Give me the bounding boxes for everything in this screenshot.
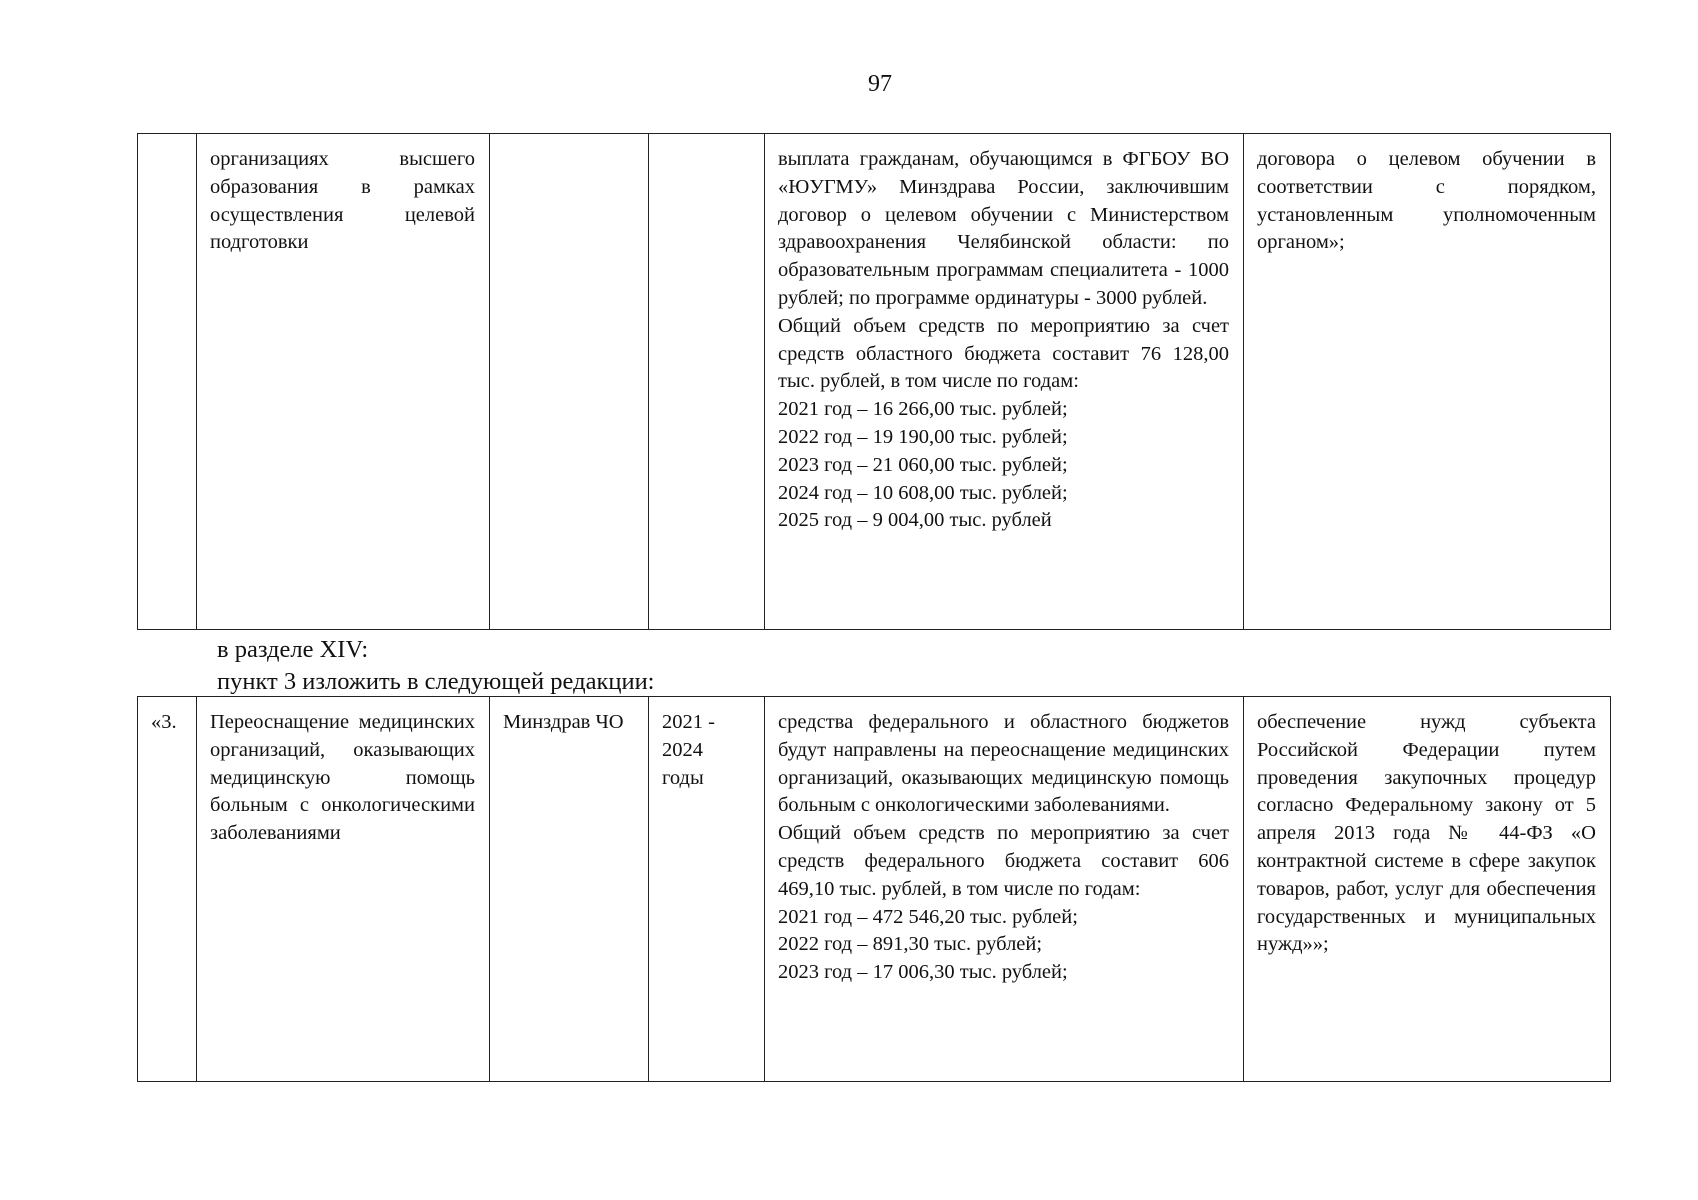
instruction-line: в разделе XIV: [217,636,369,663]
year-amount-line: 2025 год – 9 004,00 тыс. рублей [778,509,1052,532]
page-number: 97 [868,71,892,97]
cell-item-number [138,134,197,630]
mechanism-paragraph: выплата гражданам, обучающимся в ФГБОУ ВО «ЮУГМУ» Минздрава России, заключившим договор о целевом обучении с Министерством здравоохранения Челябинской области: по образовательным программам специалитета - 1000 рублей; по программе ординатуры - 3000 рублей. [778,148,1229,309]
cell-period [649,697,765,1082]
cell-expected-result: обеспечение нужд субъекта Российской Федерации путем проведения закупочных процедур согласно Федеральному закону от 5 апреля 2013 года № 44-ФЗ «О контрактной системе в сфере закупок товаров, работ, услуг для обеспечения государственных и муниципальных нужд»»; [1244,697,1611,1082]
year-amount-line: 2022 год – 891,30 тыс. рублей; [778,933,1043,956]
period-line: 2024 [662,738,703,761]
measures-table-continued [137,133,1611,630]
cell-measure-name: Переоснащение медицинских организаций, оказывающих медицинскую помощь больным с онкологическими заболеваниями [197,697,490,1082]
cell-executor [490,134,649,630]
measures-table-new [137,696,1611,1082]
period-line: годы [662,766,704,789]
year-amount-line: 2024 год – 10 608,00 тыс. рублей; [778,481,1068,504]
cell-period [649,134,765,630]
year-amount-line: 2022 год – 19 190,00 тыс. рублей; [778,425,1068,448]
cell-mechanism [765,697,1244,1082]
mechanism-paragraph: Общий объем средств по мероприятию за счет средств федерального бюджета составит 606 469,10 тыс. рублей, в том числе по годам: [778,822,1229,900]
instruction-line: пункт 3 изложить в следующей редакции: [217,668,655,695]
table-row [138,134,1611,630]
cell-measure-name: организациях высшего образования в рамках осуществления целевой подготовки [197,134,490,630]
year-amount-line: 2023 год – 17 006,30 тыс. рублей; [778,961,1068,984]
year-amount-line: 2021 год – 16 266,00 тыс. рублей; [778,398,1068,421]
mechanism-paragraph: Общий объем средств по мероприятию за счет средств областного бюджета составит 76 128,00 тыс. рублей, в том числе по годам: [778,314,1229,393]
cell-item-number: «3. [138,697,197,1082]
year-amount-line: 2023 год – 21 060,00 тыс. рублей; [778,453,1068,476]
cell-mechanism [765,134,1244,630]
mechanism-paragraph: средства федерального и областного бюджетов будут направлены на переоснащение медицинских организаций, оказывающих медицинскую помощь больным с онкологическими заболеваниями. [778,711,1229,817]
period-line: 2021 - [662,711,715,733]
table-row [138,697,1611,1082]
cell-executor: Минздрав ЧО [490,697,649,1082]
cell-expected-result: договора о целевом обучении в соответствии с порядком, установленным уполномоченным органом»; [1244,134,1611,630]
year-amount-line: 2021 год – 472 546,20 тыс. рублей; [778,905,1078,928]
amendment-instructions [217,634,654,698]
